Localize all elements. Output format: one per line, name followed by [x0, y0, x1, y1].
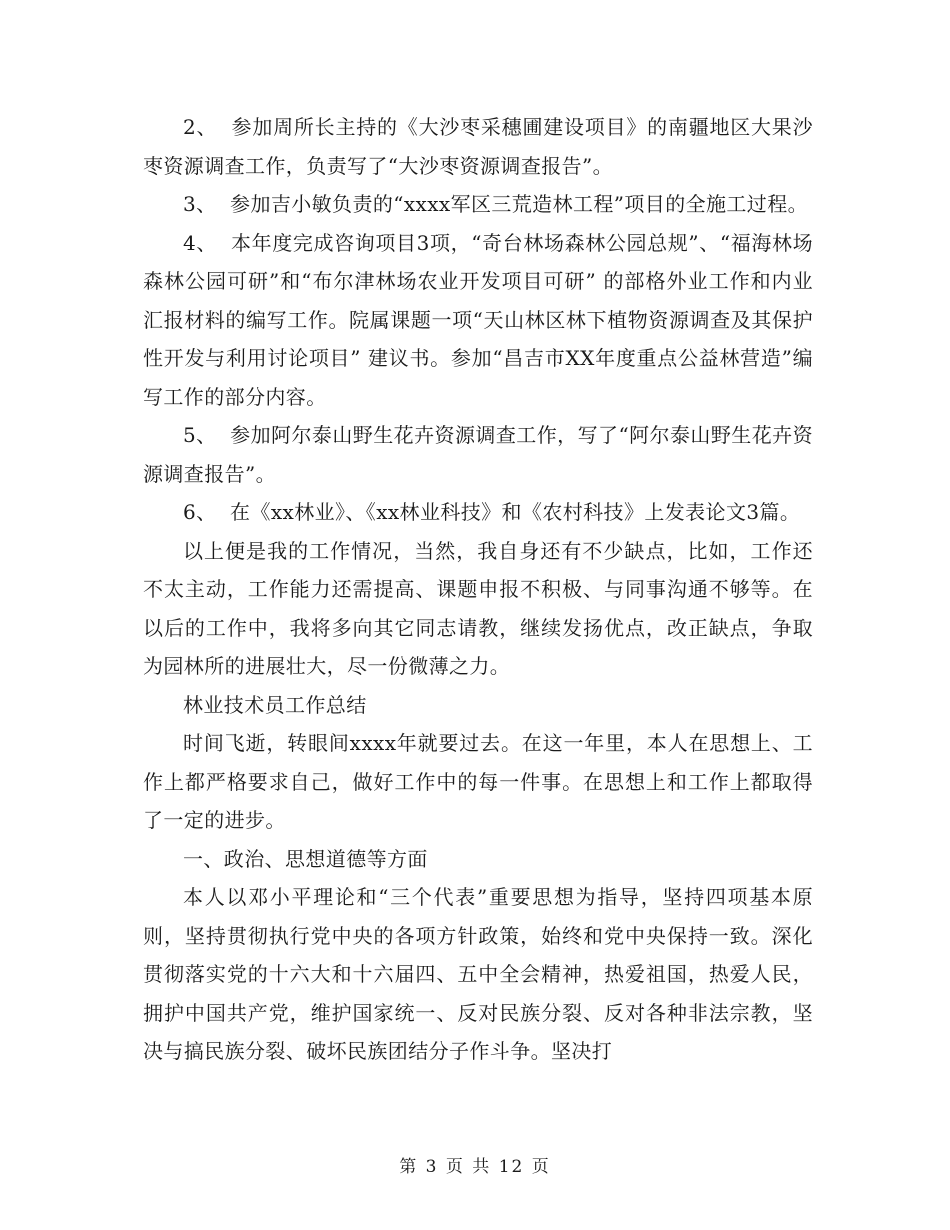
section-title: 林业技术员工作总结: [183, 692, 367, 717]
paragraph-item-6: 6、 在《xx林业》、《xx林业科技》和《农村科技》上发表论文3篇。: [183, 500, 801, 524]
paragraph-item-5: 5、 参加阿尔泰山野生花卉资源调查工作，写了“阿尔泰山野生花卉资源调查报告”。: [143, 423, 813, 486]
paragraph-item-3: 3、 参加吉小敏负责的“xxxx军区三荒造林工程”项目的全施工过程。: [183, 192, 809, 216]
paragraph-intro: 时间飞逝，转眼间xxxx年就要过去。在这一年里，本人在思想上、工作上都严格要求自己，做好工作中的每一件事。在思想上和工作上都取得了一定的进步。: [143, 731, 813, 832]
section-heading: 一、政治、思想道德等方面: [183, 846, 428, 871]
paragraph-summary: 以上便是我的工作情况，当然，我自身还有不少缺点，比如，工作还不太主动，工作能力还需提高、课题申报不积极、与同事沟通不够等。在以后的工作中，我将多向其它同志请教，继续发扬优点，改正缺点，争取为园林所的进展壮大，尽一份微薄之力。: [143, 538, 813, 678]
paragraph-item-2: 2、 参加周所长主持的《大沙枣采穗圃建设项目》的南疆地区大果沙枣资源调查工作，负责写了“大沙枣资源调查报告”。: [143, 115, 813, 178]
paragraph-item-4: 4、 本年度完成咨询项目3项，“奇台林场森林公园总规”、“福海林场森林公园可研”和“布尔津林场农业开发项目可研” 的部格外业工作和内业汇报材料的编写工作。院属课题一项“天山林区林下植物资源调查及其保护性开发与利用讨论项目” 建议书。参加“昌吉市XX年度重点公益林营造”编写工作的部分内容。: [143, 230, 813, 409]
paragraph-politics: 本人以邓小平理论和“三个代表”重要思想为指导，坚持四项基本原则，坚持贯彻执行党中央的各项方针政策，始终和党中央保持一致。深化贯彻落实党的十六大和十六届四、五中全会精神，热爱祖国，热爱人民，拥护中国共产党，维护国家统一、反对民族分裂、反对各种非法宗教，坚决与搞民族分裂、破坏民族团结分子作斗争。坚决打: [143, 885, 813, 1063]
page-number: 第 3 页 共 12 页: [399, 1157, 551, 1177]
document-body: [143, 108, 813, 1071]
